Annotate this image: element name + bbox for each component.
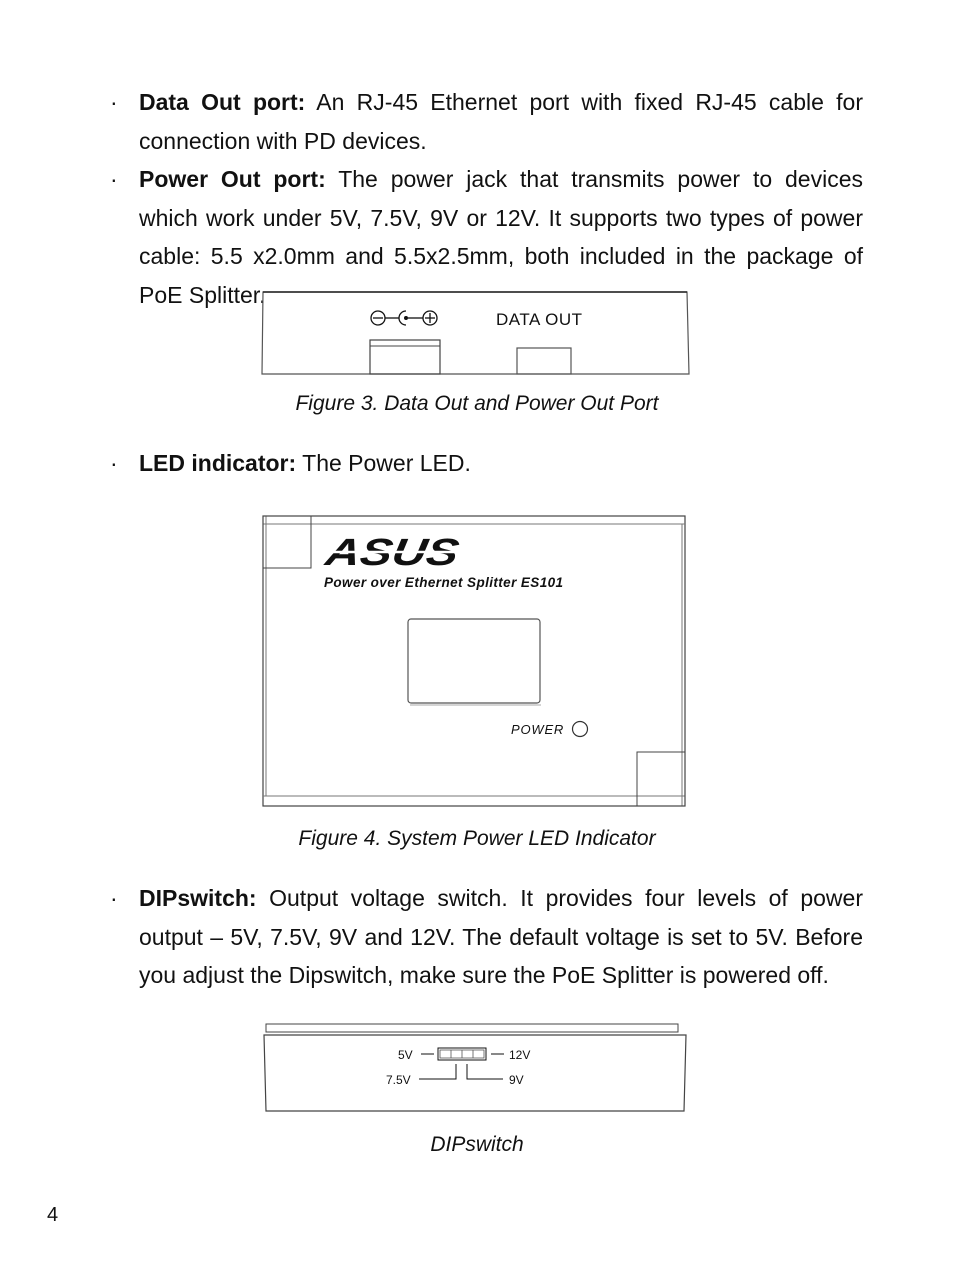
bullet-label: DIPswitch: bbox=[139, 885, 257, 911]
figure-4-device-top bbox=[262, 515, 687, 809]
figure-3-port-diagram bbox=[258, 290, 692, 378]
bullet-data-out-port bbox=[110, 83, 863, 160]
data-out-label: DATA OUT bbox=[496, 310, 583, 329]
bullet-body: The power jack that transmits power to devices which work under 5V, 7.5V, 9V or 12V. It supports two types of power cable: 5.5 x2.0mm and 5.5x2.5mm, both included in the package of PoE Splitter. bbox=[139, 166, 863, 308]
bullet-text bbox=[139, 879, 863, 995]
page-number: 4 bbox=[47, 1204, 59, 1226]
figure-3-caption: Figure 3. Data Out and Power Out Port bbox=[295, 392, 659, 415]
figure-5-dipswitch bbox=[262, 1022, 690, 1116]
bullet-label: Data Out port: bbox=[139, 89, 306, 115]
bullet-body: The Power LED. bbox=[296, 450, 471, 476]
power-led-icon bbox=[573, 722, 588, 737]
label-7-5v: 7.5V bbox=[386, 1073, 411, 1087]
bullet-dot: · bbox=[110, 450, 118, 476]
bullet-dot: · bbox=[110, 89, 118, 115]
bullet-text bbox=[139, 444, 863, 483]
data-out-port bbox=[517, 348, 571, 374]
bullet-led-indicator bbox=[110, 444, 863, 483]
asus-logo bbox=[320, 531, 463, 574]
figure-5-caption: DIPswitch bbox=[430, 1133, 524, 1156]
label-9v: 9V bbox=[509, 1073, 524, 1087]
label-12v: 12V bbox=[509, 1048, 531, 1062]
product-name: Power over Ethernet Splitter ES101 bbox=[324, 575, 564, 590]
dc-polarity-icon bbox=[371, 311, 437, 325]
bullet-dot: · bbox=[110, 166, 118, 192]
bullet-label: LED indicator: bbox=[139, 450, 297, 476]
power-label: POWER bbox=[511, 722, 565, 737]
bullet-dot: · bbox=[110, 885, 118, 911]
dip-switch-icon bbox=[438, 1048, 486, 1060]
bullet-dipswitch bbox=[110, 879, 863, 995]
bullet-text bbox=[139, 83, 863, 160]
figure-4-caption: Figure 4. System Power LED Indicator bbox=[298, 827, 656, 850]
power-out-jack bbox=[370, 340, 440, 374]
label-5v: 5V bbox=[398, 1048, 413, 1062]
asus-logo-text: ASUS bbox=[322, 531, 436, 574]
bullet-body: Output voltage switch. It provides four levels of power output – 5V, 7.5V, 9V and 12V. The default voltage is set to 5V. Before you adjust the Dipswitch, make sure the PoE Splitter is powered off. bbox=[139, 885, 863, 988]
bullet-body: An RJ-45 Ethernet port with fixed RJ-45 cable for connection with PD devices. bbox=[139, 89, 863, 154]
bullet-label: Power Out port: bbox=[139, 166, 326, 192]
label-plate bbox=[408, 619, 540, 703]
